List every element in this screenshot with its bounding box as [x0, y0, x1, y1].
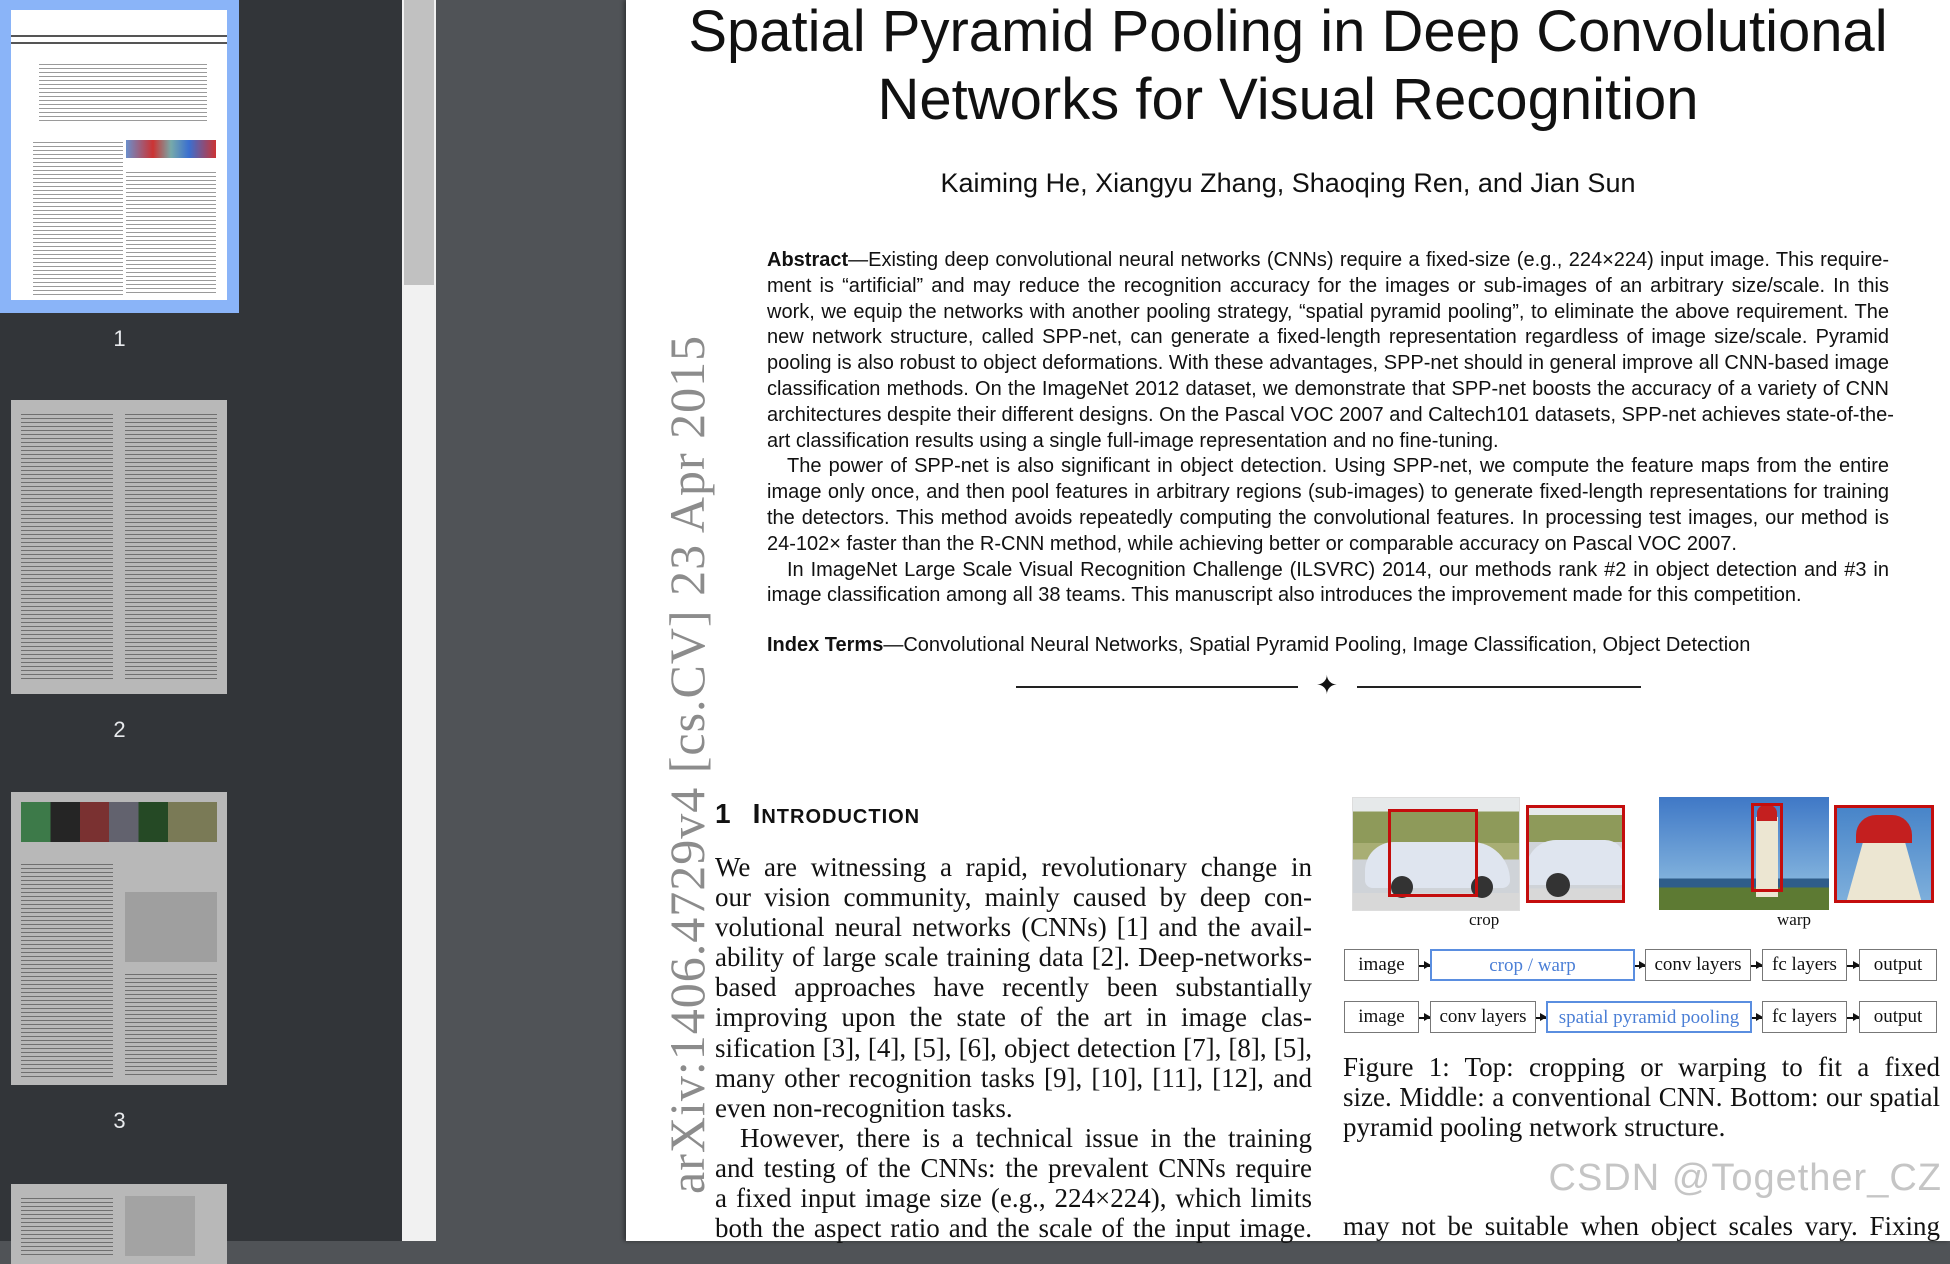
abstract-line: image classification among all 38 teams. This manuscript also introduces the improvement made for this competition.: [767, 584, 1802, 607]
flow-conv-layers: conv layers: [1430, 1001, 1536, 1033]
cropped-car-image: [1526, 805, 1625, 903]
index-terms: [767, 634, 1750, 657]
abstract-line: new network structure, called SPP-net, can generate a fixed-length representation regardless of image size/scale. Pyramid: [767, 326, 1889, 349]
intro-line: We are witnessing a rapid, revolutionary change in: [715, 852, 1312, 882]
intro-column: [715, 852, 1312, 1243]
thumb-figure: [21, 802, 217, 842]
car-image: [1352, 797, 1520, 911]
right-column-text: [1343, 1211, 1940, 1241]
arrow-icon: [1752, 1017, 1762, 1019]
abstract-line: the detectors. This method avoids repeatedly computing the convolutional features. In processing test images, our method is: [767, 506, 1889, 529]
pdf-page: [626, 0, 1950, 1244]
abstract-line: In ImageNet Large Scale Visual Recognition Challenge (ILSVRC) 2014, our methods rank #2 in object detection and #3 in: [787, 558, 1889, 581]
scrollbar-thumb[interactable]: [404, 0, 434, 285]
abstract-label: Abstract: [767, 249, 849, 271]
intro-line: our vision community, mainly caused by deep con-: [715, 882, 1312, 913]
warp-label: warp: [1777, 910, 1811, 929]
caption-line: Figure 1: Top: cropping or warping to fit a fixed: [1343, 1052, 1940, 1082]
thumb-figure: [125, 892, 217, 962]
figure-caption: [1343, 1052, 1940, 1142]
abstract-line: ment is “artificial” and may reduce the recognition accuracy for the images or sub-images of an arbitrary size/scale. In this: [767, 274, 1889, 297]
lighthouse-image: [1659, 797, 1829, 910]
flow-fc-layers: fc layers: [1762, 1001, 1847, 1033]
thumb-text: [21, 862, 113, 1077]
intro-line: ability of large scale training data [2]. Deep-networks-: [715, 942, 1312, 973]
intro-line: volutional neural networks (CNNs) [1] and the avail-: [715, 912, 1312, 943]
thumbnail-label: 3: [113, 1108, 126, 1133]
thumb-table: [125, 1196, 195, 1256]
watermark: CSDN @Together_CZ: [1548, 1157, 1942, 1199]
abstract-line: 24-102× faster than the R-CNN method, while achieving better or comparable accuracy on Pascal VOC 2007.: [767, 532, 1737, 555]
abstract: [767, 248, 1894, 609]
thumb-text: [126, 170, 216, 295]
caption-line: size. Middle: a conventional CNN. Bottom: our spatial: [1343, 1082, 1940, 1112]
section-number: 1: [715, 798, 731, 829]
index-terms-label: Index Terms: [767, 634, 884, 656]
abstract-line: —Existing deep convolutional neural networks (CNNs) require a fixed-size (e.g., 224×224) input image. This require-: [848, 249, 1889, 271]
flow-image: image: [1344, 1001, 1419, 1033]
thumb-text: [125, 412, 217, 682]
thumbnail-page-3[interactable]: [11, 792, 227, 1085]
arrow-icon: [1536, 1017, 1546, 1019]
thumbnail-image: [11, 10, 227, 300]
thumb-figure: [126, 140, 216, 158]
right-col-line: may not be suitable when object scales vary. Fixing: [1343, 1211, 1940, 1241]
abstract-line: art classification results using a single full-image representation and no fine-tuning.: [767, 429, 1499, 452]
crop-region-box: [1388, 809, 1478, 897]
abstract-line: work, we equip the networks with another pooling strategy, “spatial pyramid pooling”, to eliminate the above requirement. The: [767, 300, 1889, 323]
thumbnail-page-2[interactable]: [11, 400, 227, 694]
section-heading: [715, 798, 920, 830]
intro-line: many other recognition tasks [9], [10], [11], [12], and: [715, 1062, 1312, 1093]
warped-lighthouse-image: [1834, 805, 1934, 903]
arrow-icon: [1419, 1017, 1430, 1019]
thumbnail-label: 1: [113, 326, 126, 351]
thumb-text: [21, 412, 113, 682]
paper-title-line-1: Spatial Pyramid Pooling in Deep Convolutional: [688, 0, 1888, 64]
warp-border: [1834, 805, 1934, 903]
flow-output: output: [1859, 949, 1937, 981]
arrow-icon: [1751, 965, 1762, 967]
thumb-text: [33, 140, 123, 295]
thumbnail-page-1[interactable]: [0, 0, 239, 313]
caption-line: pyramid pooling network structure.: [1343, 1112, 1726, 1142]
flow-output: output: [1859, 1001, 1937, 1033]
index-terms-text: —Convolutional Neural Networks, Spatial Pyramid Pooling, Image Classification, Object Detection: [883, 634, 1751, 656]
section-title: Introduction: [752, 798, 921, 829]
abstract-line: pooling is also robust to object deformations. With these advantages, SPP-net should in general improve all CNN-based image: [767, 352, 1889, 375]
intro-line: However, there is a technical issue in the training: [740, 1122, 1312, 1153]
divider-line: [1016, 686, 1298, 688]
warp-region-box: [1751, 803, 1783, 892]
arrow-icon: [1847, 965, 1859, 967]
intro-line: sification [3], [4], [5], [6], object detection [7], [8], [5],: [715, 1032, 1312, 1063]
intro-line: improving upon the state of the art in image clas-: [715, 1002, 1312, 1033]
abstract-line: classification methods. On the ImageNet 2012 dataset, we demonstrate that SPP-net boosts the accuracy of a variety of CNN: [767, 377, 1889, 400]
authors: Kaiming He, Xiangyu Zhang, Shaoqing Ren, and Jian Sun: [940, 168, 1636, 198]
intro-line: a fixed input image size (e.g., 224×224), which limits: [715, 1183, 1312, 1214]
arxiv-stamp: arXiv:1406.4729v4 [cs.CV] 23 Apr 2015: [659, 334, 715, 1194]
intro-line: and testing of the CNNs: the prevalent CNNs require: [715, 1152, 1312, 1183]
paper-title-line-2: Networks for Visual Recognition: [877, 67, 1699, 132]
crop-border: [1526, 805, 1625, 903]
thumb-title: [11, 32, 227, 50]
abstract-line: The power of SPP-net is also significant in object detection. Using SPP-net, we compute the feature maps from the entire: [787, 455, 1889, 478]
crop-label: crop: [1469, 910, 1500, 929]
flow-conv-layers: conv layers: [1645, 949, 1751, 981]
flow-image: image: [1344, 949, 1419, 981]
flow-spp: spatial pyramid pooling: [1546, 1001, 1752, 1033]
flow-crop-warp: crop / warp: [1430, 949, 1635, 981]
arrow-icon: [1847, 1017, 1859, 1019]
arrow-icon: [1419, 965, 1430, 967]
thumb-text: [21, 1196, 113, 1256]
thumb-text: [125, 972, 217, 1077]
thumbnail-label: 2: [113, 717, 126, 742]
thumbnail-page-4[interactable]: [11, 1184, 227, 1264]
thumb-text: [39, 62, 207, 122]
intro-line: based approaches have recently been substantially: [715, 972, 1312, 1003]
flow-fc-layers: fc layers: [1762, 949, 1847, 981]
arrow-icon: [1635, 965, 1645, 967]
divider-diamond-icon: ✦: [1316, 670, 1338, 700]
intro-line: both the aspect ratio and the scale of the input image.: [715, 1213, 1312, 1244]
divider-line: [1357, 686, 1641, 688]
abstract-line: architectures despite their different designs. On the Pascal VOC 2007 and Caltech101 datasets, SPP-net achieves state-of-the-: [767, 403, 1894, 426]
intro-line: even non-recognition tasks.: [715, 1092, 1013, 1123]
thumbnail-sidebar: [0, 0, 402, 1241]
abstract-line: image only once, and then pool features in arbitrary regions (sub-images) to generate fixed-length representations for training: [767, 481, 1889, 504]
